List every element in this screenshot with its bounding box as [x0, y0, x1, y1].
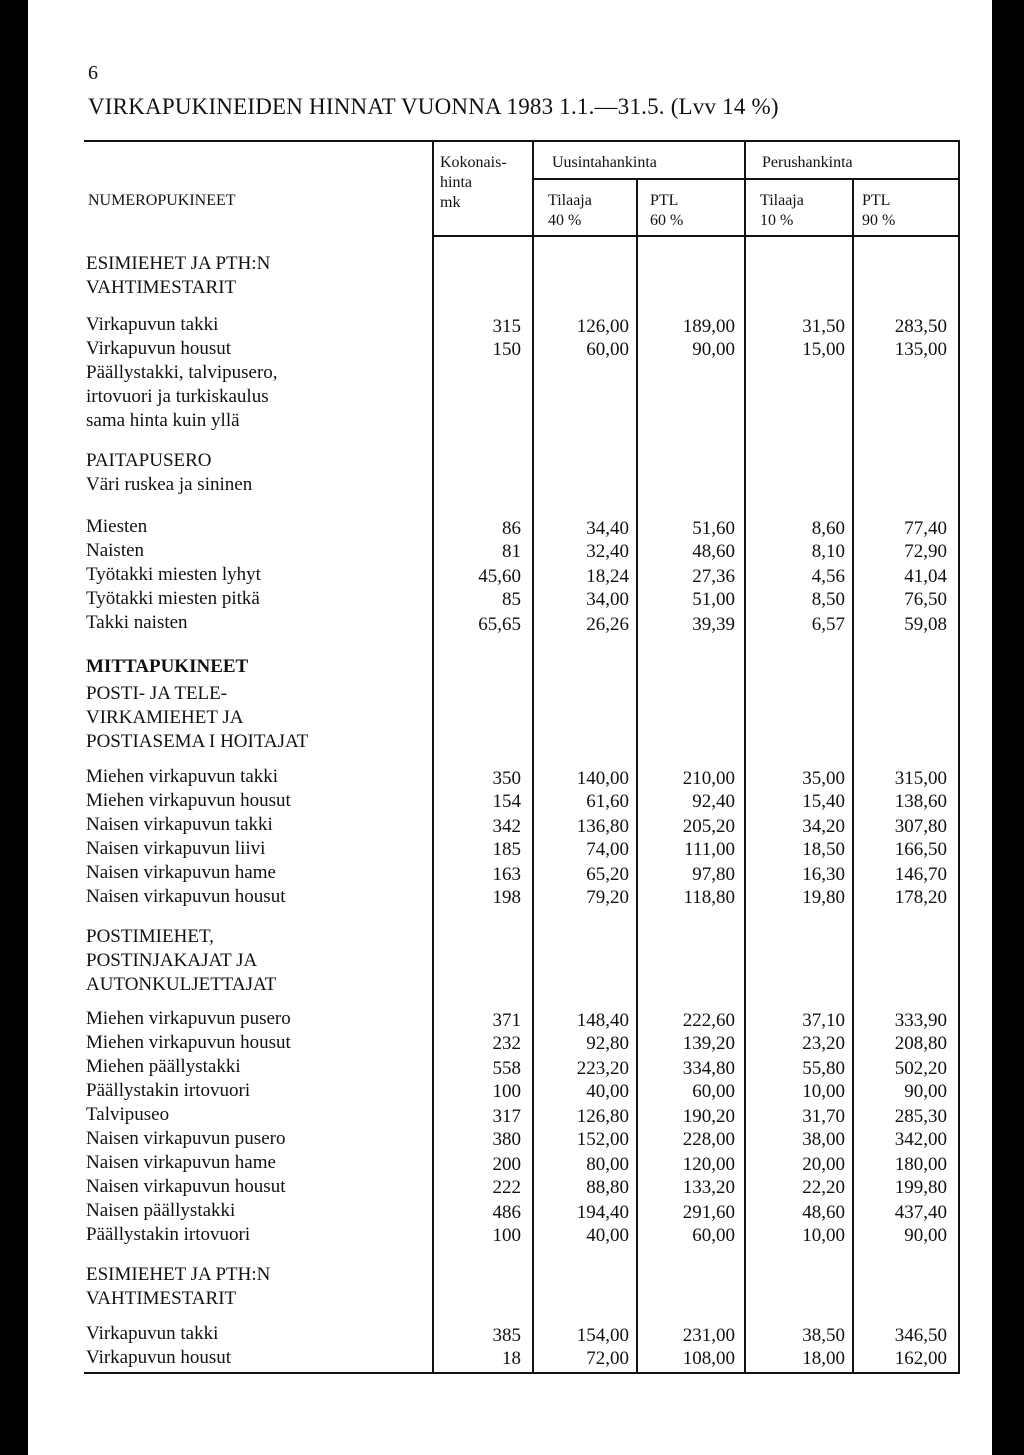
price-cell: 180,00 — [894, 1154, 947, 1175]
sub-header-pct: 10 % — [760, 212, 794, 229]
price-cell: 85 — [502, 589, 521, 610]
sub-header-pct: 40 % — [548, 212, 582, 229]
price-cell: 40,00 — [586, 1225, 629, 1246]
price-cell: 60,00 — [692, 1225, 735, 1246]
price-cell: 150 — [492, 339, 521, 360]
table-row-label: Naisen virkapuvun pusero — [86, 1128, 286, 1149]
table-row-label: Naisen virkapuvun hame — [86, 1152, 276, 1173]
price-cell: 190,20 — [682, 1106, 735, 1127]
price-cell: 189,00 — [682, 316, 735, 337]
section-heading: VIRKAMIEHET JA — [86, 707, 244, 728]
price-cell: 380 — [492, 1129, 521, 1150]
table-row-label: Naisen virkapuvun takki — [86, 814, 273, 835]
price-cell: 120,00 — [682, 1154, 735, 1175]
section-note: irtovuori ja turkiskaulus — [86, 386, 269, 407]
table-row-label: Virkapuvun housut — [86, 338, 232, 359]
price-cell: 20,00 — [802, 1154, 845, 1175]
price-cell: 34,40 — [586, 518, 629, 539]
price-cell: 210,00 — [682, 768, 735, 789]
price-cell: 126,00 — [576, 316, 629, 337]
price-cell: 162,00 — [894, 1348, 947, 1369]
price-cell: 79,20 — [586, 887, 629, 908]
section-heading: POSTINJAKAJAT JA — [86, 950, 258, 971]
price-cell: 152,00 — [576, 1129, 629, 1150]
price-cell: 4,56 — [811, 566, 845, 587]
price-cell: 10,00 — [802, 1225, 845, 1246]
section-heading: POSTI- JA TELE- — [86, 683, 228, 704]
price-cell: 18,24 — [586, 566, 629, 587]
price-cell: 19,80 — [802, 887, 845, 908]
price-cell: 51,60 — [692, 518, 735, 539]
price-cell: 346,50 — [894, 1325, 947, 1346]
sub-header-pct: 60 % — [650, 212, 684, 229]
price-cell: 111,00 — [684, 839, 735, 860]
table-row-label: Naisen virkapuvun housut — [86, 886, 286, 907]
sub-header-name: PTL — [650, 192, 679, 209]
sub-header-name: PTL — [862, 192, 891, 209]
price-cell: 199,80 — [894, 1177, 947, 1198]
price-cell: 41,04 — [904, 566, 947, 587]
page-number: 6 — [88, 62, 98, 84]
price-cell: 6,57 — [811, 614, 845, 635]
price-cell: 133,20 — [682, 1177, 735, 1198]
price-cell: 198 — [492, 887, 521, 908]
section-heading: POSTIMIEHET, — [86, 926, 214, 947]
price-cell: 38,50 — [802, 1325, 845, 1346]
section-heading: POSTIASEMA I HOITAJAT — [86, 731, 309, 752]
price-cell: 35,00 — [802, 768, 845, 789]
scan-border-left — [0, 0, 28, 1455]
price-cell: 59,08 — [904, 614, 947, 635]
price-cell: 502,20 — [894, 1058, 947, 1079]
price-cell: 166,50 — [894, 839, 947, 860]
col-divider — [532, 140, 534, 1372]
table-row-label: Miehen päällystakki — [86, 1056, 241, 1077]
page-title: VIRKAPUKINEIDEN HINNAT VUONNA 1983 1.1.—31.5. (Lvv 14 %) — [88, 94, 779, 119]
sub-header-name: Tilaaja — [548, 192, 592, 209]
section-heading: Väri ruskea ja sininen — [86, 474, 253, 495]
section-note: sama hinta kuin yllä — [86, 410, 240, 431]
table-row-label: Takki naisten — [86, 612, 188, 633]
table-row-label: Talvipuseo — [86, 1104, 170, 1125]
sub-header-name: Tilaaja — [760, 192, 804, 209]
price-cell: 34,20 — [802, 816, 845, 837]
price-cell: 72,00 — [586, 1348, 629, 1369]
price-cell: 315,00 — [894, 768, 947, 789]
price-cell: 185 — [492, 839, 521, 860]
price-cell: 8,10 — [811, 541, 845, 562]
price-cell: 208,80 — [894, 1033, 947, 1054]
price-cell: 285,30 — [894, 1106, 947, 1127]
col-divider — [744, 140, 746, 1372]
section-heading: VAHTIMESTARIT — [86, 277, 237, 298]
scan-border-right — [992, 0, 1024, 1455]
price-cell: 74,00 — [586, 839, 629, 860]
group-header-basic: Perushankinta — [762, 154, 853, 171]
price-cell: 194,40 — [576, 1202, 629, 1223]
price-cell: 18,00 — [802, 1348, 845, 1369]
price-cell: 146,70 — [894, 864, 947, 885]
price-cell: 148,40 — [576, 1010, 629, 1031]
table-row-label: Työtakki miesten pitkä — [86, 588, 260, 609]
price-cell: 32,40 — [586, 541, 629, 562]
price-cell: 486 — [492, 1202, 521, 1223]
table-row-label: Naisen päällystakki — [86, 1200, 236, 1221]
price-cell: 26,26 — [586, 614, 629, 635]
total-col-header-2: hinta — [440, 174, 472, 191]
price-cell: 61,60 — [586, 791, 629, 812]
price-cell: 118,80 — [683, 887, 735, 908]
section-heading: AUTONKULJETTAJAT — [86, 974, 277, 995]
price-cell: 100 — [492, 1225, 521, 1246]
table-row-label: Naisen virkapuvun liivi — [86, 838, 266, 859]
price-cell: 51,00 — [692, 589, 735, 610]
price-cell: 65,65 — [478, 614, 521, 635]
header-group-rule — [532, 178, 960, 180]
section-heading: MITTAPUKINEET — [86, 656, 249, 677]
price-cell: 291,60 — [682, 1202, 735, 1223]
price-cell: 34,00 — [586, 589, 629, 610]
table-row-label: Miehen virkapuvun takki — [86, 766, 279, 787]
section-note: Päällystakki, talvipusero, — [86, 362, 278, 383]
table-row-label: Naisten — [86, 540, 145, 561]
col-divider — [958, 140, 960, 1372]
col-divider — [852, 180, 854, 1372]
price-cell: 92,40 — [692, 791, 735, 812]
price-cell: 38,00 — [802, 1129, 845, 1150]
table-row-label: Virkapuvun housut — [86, 1347, 232, 1368]
price-cell: 86 — [502, 518, 521, 539]
price-cell: 333,90 — [894, 1010, 947, 1031]
section-heading: ESIMIEHET JA PTH:N — [86, 1264, 271, 1285]
price-cell: 31,70 — [802, 1106, 845, 1127]
section-heading: VAHTIMESTARIT — [86, 1288, 237, 1309]
price-cell: 315 — [492, 316, 521, 337]
group-header-renewal: Uusintahankinta — [552, 154, 657, 171]
table-row-label: Miesten — [86, 516, 148, 537]
table-row-label: Työtakki miesten lyhyt — [86, 564, 261, 585]
price-cell: 342,00 — [894, 1129, 947, 1150]
row-label-header: NUMEROPUKINEET — [88, 192, 236, 209]
price-cell: 342 — [492, 816, 521, 837]
table-bottom-rule — [84, 1372, 960, 1374]
price-cell: 60,00 — [692, 1081, 735, 1102]
section-heading: ESIMIEHET JA PTH:N — [86, 253, 271, 274]
price-cell: 48,60 — [692, 541, 735, 562]
header-top-rule — [84, 140, 960, 142]
price-cell: 231,00 — [682, 1325, 735, 1346]
price-cell: 228,00 — [682, 1129, 735, 1150]
price-cell: 60,00 — [586, 339, 629, 360]
price-cell: 136,80 — [576, 816, 629, 837]
price-cell: 15,00 — [802, 339, 845, 360]
price-cell: 223,20 — [576, 1058, 629, 1079]
price-cell: 88,80 — [586, 1177, 629, 1198]
price-cell: 8,60 — [811, 518, 845, 539]
price-cell: 92,80 — [586, 1033, 629, 1054]
price-cell: 39,39 — [692, 614, 735, 635]
sub-header-pct: 90 % — [862, 212, 896, 229]
price-cell: 65,20 — [586, 864, 629, 885]
price-cell: 178,20 — [894, 887, 947, 908]
price-cell: 55,80 — [802, 1058, 845, 1079]
price-cell: 16,30 — [802, 864, 845, 885]
price-cell: 90,00 — [692, 339, 735, 360]
price-cell: 307,80 — [894, 816, 947, 837]
total-col-header-3: mk — [440, 194, 461, 211]
price-cell: 18 — [502, 1348, 521, 1369]
price-cell: 90,00 — [904, 1081, 947, 1102]
price-cell: 31,50 — [802, 316, 845, 337]
price-cell: 222 — [492, 1177, 521, 1198]
price-cell: 138,60 — [894, 791, 947, 812]
price-cell: 27,36 — [692, 566, 735, 587]
price-cell: 8,50 — [811, 589, 845, 610]
price-cell: 37,10 — [802, 1010, 845, 1031]
price-cell: 90,00 — [904, 1225, 947, 1246]
price-cell: 437,40 — [894, 1202, 947, 1223]
price-cell: 334,80 — [682, 1058, 735, 1079]
table-row-label: Miehen virkapuvun housut — [86, 1032, 291, 1053]
price-cell: 72,90 — [904, 541, 947, 562]
table-row-label: Virkapuvun takki — [86, 314, 219, 335]
table-row-label: Virkapuvun takki — [86, 1323, 219, 1344]
price-cell: 350 — [492, 768, 521, 789]
table-row-label: Päällystakin irtovuori — [86, 1224, 251, 1245]
col-divider — [636, 180, 638, 1372]
table-row-label: Naisen virkapuvun housut — [86, 1176, 286, 1197]
table-row-label: Miehen virkapuvun housut — [86, 790, 291, 811]
price-cell: 18,50 — [802, 839, 845, 860]
table-row-label: Naisen virkapuvun hame — [86, 862, 276, 883]
price-cell: 139,20 — [682, 1033, 735, 1054]
price-cell: 154 — [492, 791, 521, 812]
total-col-header-1: Kokonais- — [440, 154, 507, 171]
price-cell: 97,80 — [692, 864, 735, 885]
price-cell: 200 — [492, 1154, 521, 1175]
price-cell: 81 — [502, 541, 521, 562]
price-cell: 385 — [492, 1325, 521, 1346]
header-bottom-rule — [432, 235, 960, 237]
price-cell: 317 — [492, 1106, 521, 1127]
price-cell: 23,20 — [802, 1033, 845, 1054]
price-cell: 48,60 — [802, 1202, 845, 1223]
price-cell: 10,00 — [802, 1081, 845, 1102]
table-row-label: Päällystakin irtovuori — [86, 1080, 251, 1101]
price-cell: 371 — [492, 1010, 521, 1031]
price-cell: 15,40 — [802, 791, 845, 812]
price-cell: 76,50 — [904, 589, 947, 610]
price-cell: 45,60 — [478, 566, 521, 587]
col-divider — [432, 140, 434, 1372]
price-cell: 100 — [492, 1081, 521, 1102]
price-cell: 126,80 — [576, 1106, 629, 1127]
price-cell: 558 — [492, 1058, 521, 1079]
price-cell: 222,60 — [682, 1010, 735, 1031]
price-cell: 77,40 — [904, 518, 947, 539]
section-heading: PAITAPUSERO — [86, 450, 212, 471]
price-cell: 232 — [492, 1033, 521, 1054]
price-cell: 163 — [492, 864, 521, 885]
price-cell: 140,00 — [576, 768, 629, 789]
price-cell: 108,00 — [682, 1348, 735, 1369]
price-cell: 22,20 — [802, 1177, 845, 1198]
price-cell: 80,00 — [586, 1154, 629, 1175]
price-cell: 205,20 — [682, 816, 735, 837]
table-row-label: Miehen virkapuvun pusero — [86, 1008, 291, 1029]
price-cell: 154,00 — [576, 1325, 629, 1346]
price-cell: 135,00 — [894, 339, 947, 360]
price-cell: 40,00 — [586, 1081, 629, 1102]
price-cell: 283,50 — [894, 316, 947, 337]
